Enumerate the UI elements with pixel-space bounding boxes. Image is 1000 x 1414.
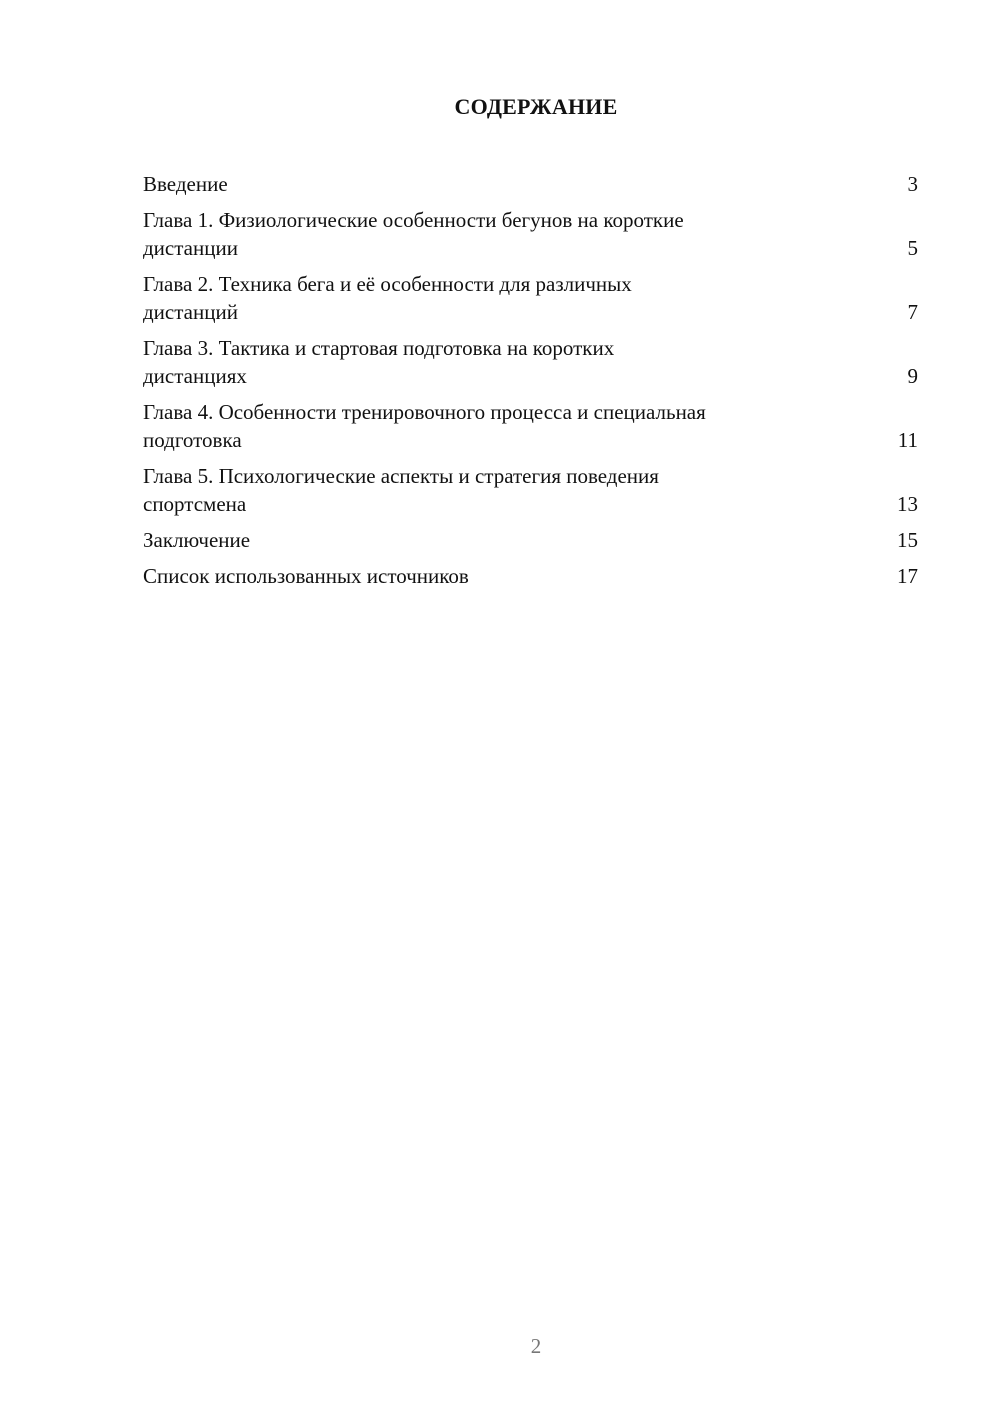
toc-entry-page: 3	[907, 172, 918, 196]
toc-entry-conclusion	[143, 526, 918, 554]
toc-entry-text: Глава 1. Физиологические особенности бегунов на короткие дистанции	[143, 208, 684, 260]
page-number: 2	[530, 1334, 542, 1358]
page-title: СОДЕРЖАНИЕ	[454, 94, 618, 119]
toc-entry-page: 9	[907, 364, 918, 388]
toc-entry-chapter-1	[143, 206, 918, 262]
toc-entry-page: 13	[897, 492, 918, 516]
toc-entry-text: Глава 5. Психологические аспекты и стратегия поведения спортсмена	[143, 464, 659, 516]
toc-entry-chapter-3	[143, 334, 918, 390]
toc-entry-chapter-5	[143, 462, 918, 518]
toc-entry-text: Глава 3. Тактика и стартовая подготовка на коротких дистанциях	[143, 336, 615, 388]
toc-entry-text: Глава 4. Особенности тренировочного процесса и специальная подготовка	[143, 400, 706, 452]
table-of-contents	[143, 170, 918, 598]
toc-entry-references	[143, 562, 918, 590]
toc-entry-page: 11	[897, 428, 918, 452]
toc-entry-text: Список использованных источников	[143, 564, 469, 588]
toc-entry-page: 17	[897, 564, 918, 588]
toc-entry-chapter-4	[143, 398, 918, 454]
toc-entry-page: 7	[907, 300, 918, 324]
toc-entry-text: Введение	[143, 172, 228, 196]
toc-entry-text: Глава 2. Техника бега и её особенности для различных дистанций	[143, 272, 632, 324]
toc-entry-page: 15	[897, 528, 918, 552]
toc-entry-text: Заключение	[143, 528, 251, 552]
toc-entry-chapter-2	[143, 270, 918, 326]
toc-entry-introduction	[143, 170, 918, 198]
toc-entry-page: 5	[907, 236, 918, 260]
